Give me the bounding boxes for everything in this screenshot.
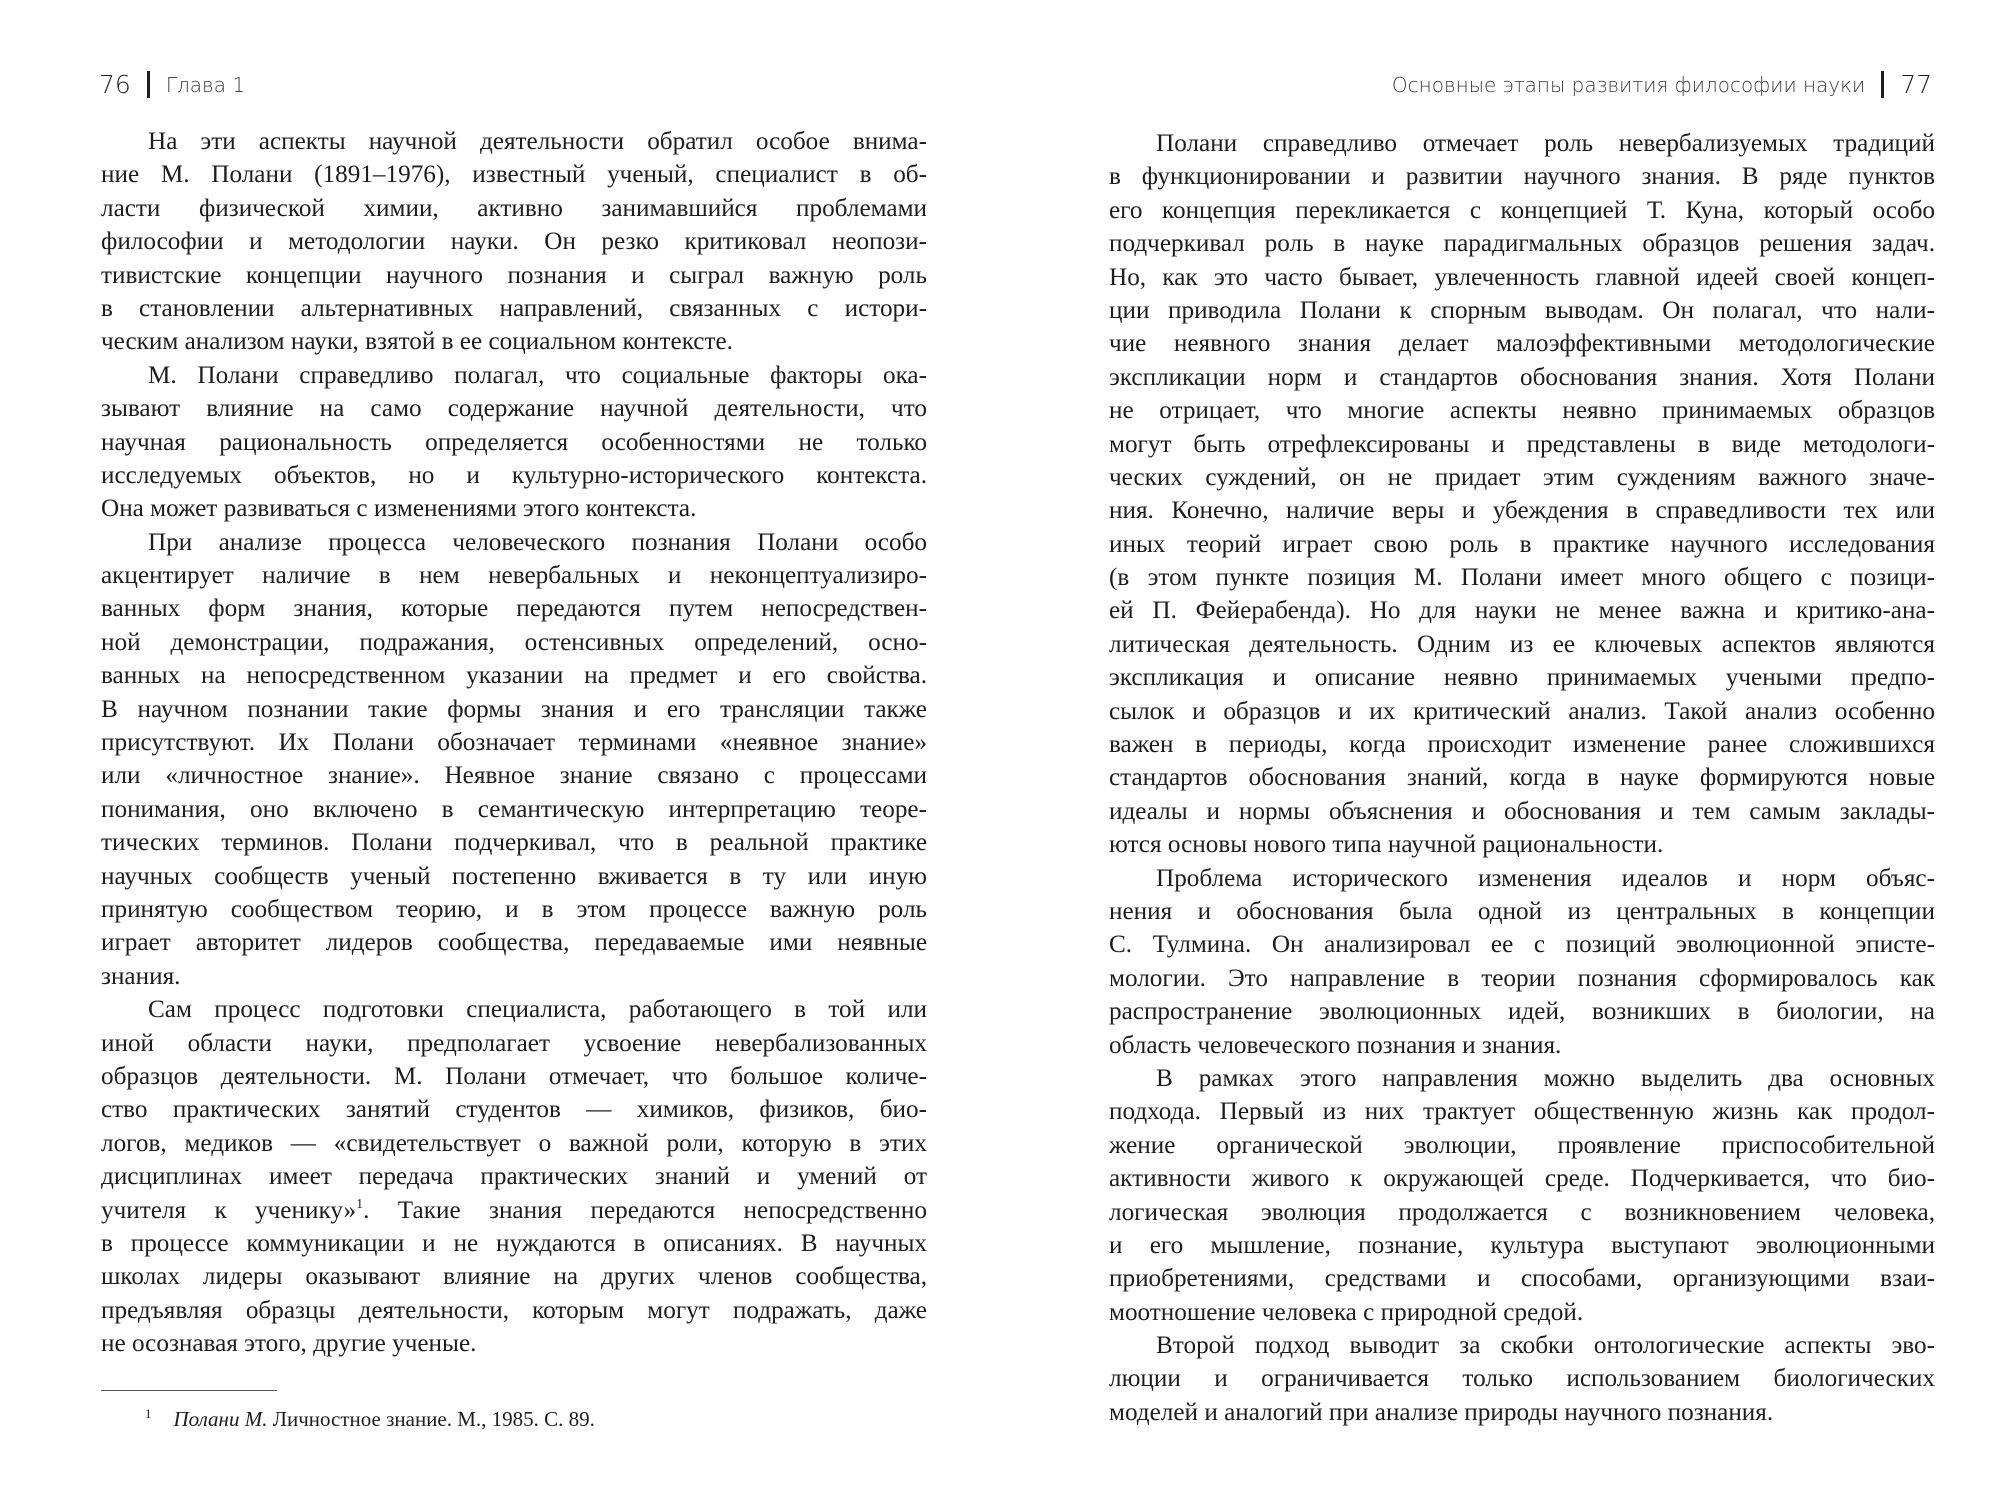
text-line: важен в периоды, когда происходит изменение ранее сложившихся	[1109, 731, 1935, 759]
text-line: ство практических занятий студентов — химиков, физиков, био-	[101, 1096, 927, 1124]
text-line: люции и ограничивается только использованием биологических	[1109, 1365, 1935, 1393]
text-line: ние М. Полани (1891–1976), известный ученый, специалист в об-	[101, 161, 927, 189]
chapter-title: Глава 1	[165, 72, 246, 97]
text-line: сылок и образцов и их критический анализ. Такой анализ особенно	[1109, 697, 1935, 725]
text-line: моотношение человека с природной средой.	[1109, 1298, 1584, 1326]
left-running-header	[99, 70, 245, 99]
text-line: и его мышление, познание, культура выступают эволюционными	[1109, 1231, 1935, 1259]
text-line: Проблема исторического изменения идеалов и норм объяс-	[1156, 864, 1935, 892]
text-line: жение органической эволюции, проявление приспособительной	[1109, 1131, 1935, 1159]
text-line: Полани справедливо отмечает роль невербализуемых традиций	[1156, 130, 1935, 157]
text-line: область человеческого познания и знания.	[1109, 1031, 1562, 1059]
text-line: зывают влияние на само содержание научной деятельности, что	[101, 395, 927, 423]
text-line: ласти физической химии, активно занимавшийся проблемами	[101, 194, 927, 222]
text-line: нения и обоснования была одной из центральных в концепции	[1109, 897, 1935, 925]
text-line: могут быть отрефлексированы и представлены в виде методологи-	[1109, 430, 1935, 458]
text-line: дисциплинах имеет передача практических знаний и умений от	[101, 1163, 927, 1191]
footnote-text: Личностное знание. М., 1985. С. 89.	[272, 1407, 595, 1431]
right-running-header	[1392, 70, 1932, 99]
section-title: Основные этапы развития философии науки	[1391, 72, 1866, 97]
text-line: В рамках этого направления можно выделить два основных	[1156, 1064, 1935, 1092]
text-line: принятую сообществом теорию, и в этом процессе важную роль	[101, 895, 927, 923]
text-line: В научном познании такие формы знания и его трансляции также	[101, 695, 927, 723]
text-line: литическая деятельность. Одним из ее ключевых аспектов являются	[1109, 630, 1935, 658]
text-line: ются основы нового типа научной рациональности.	[1109, 831, 1664, 859]
text-line: ческих суждений, он не придает этим суждениям важного значе-	[1109, 463, 1935, 491]
text-line: экспликация и описание неявно принимаемых учеными предпо-	[1109, 664, 1935, 692]
text-line: в становлении альтернативных направлений, связанных с истори-	[101, 294, 927, 322]
footnote-reference: 1	[356, 1196, 364, 1212]
text-line: школах лидеры оказывают влияние на других членов сообщества,	[101, 1263, 927, 1291]
footnote	[145, 1405, 595, 1436]
footnote-rule	[101, 1390, 277, 1391]
text-line: учителя к ученику»$^1$. Такие знания передаются непосредственно	[101, 1196, 927, 1224]
text-line: М. Полани справедливо полагал, что социальные факторы ока-	[148, 361, 927, 389]
text-line: экспликации норм и стандартов обоснования знания. Хотя Полани	[1109, 363, 1935, 391]
left-page-number: 76	[99, 70, 131, 99]
text-line: понимания, оно включено в семантическую интерпретацию теоре-	[101, 795, 927, 823]
text-line: ческим анализом науки, взятой в ее социальном контексте.	[101, 328, 733, 356]
text-line: предъявляя образцы деятельности, которым могут подражать, даже	[101, 1296, 927, 1324]
text-line: или «личностное знание». Неявное знание связано с процессами	[101, 762, 927, 790]
footnote-mark: 1	[145, 1406, 152, 1421]
header-separator	[147, 71, 150, 98]
text-line: научных сообществ ученый постепенно вживается в ту или иную	[101, 862, 927, 890]
text-line: моделей и аналогий при анализе природы научного познания.	[1109, 1398, 1774, 1426]
text-line: научная рациональность определяется особенностями не только	[101, 428, 927, 456]
text-line: ния. Конечно, наличие веры и убеждения в справедливости тех или	[1109, 497, 1935, 525]
text-line: Сам процесс подготовки специалиста, работающего в той или	[148, 996, 927, 1024]
text-line: Но, как это часто бывает, увлеченность главной идеей своей концеп-	[1109, 263, 1935, 291]
text-line: иных теорий играет свою роль в практике научного исследования	[1109, 530, 1935, 558]
text-line: его концепция перекликается с концепцией Т. Куна, который особо	[1109, 196, 1935, 224]
right-page	[1000, 0, 2000, 1489]
text-line: иной области науки, предполагает усвоение невербализованных	[101, 1029, 927, 1057]
text-line: тических терминов. Полани подчеркивал, что в реальной практике	[101, 829, 927, 857]
text-line: акцентирует наличие в нем невербальных и неконцептуализиро-	[101, 562, 927, 590]
text-line: ей П. Фейерабенда). Но для науки не менее важна и критико-ана-	[1109, 597, 1935, 625]
text-line: тивистские концепции научного познания и сыграл важную роль	[101, 261, 927, 289]
text-line: мологии. Это направление в теории познания сформировалось как	[1109, 964, 1935, 992]
right-page-number: 77	[1900, 70, 1932, 99]
right-body-text	[1109, 127, 1935, 1429]
text-line: логов, медиков — «свидетельствует о важной роли, которую в этих	[101, 1129, 927, 1157]
text-line: знания.	[101, 962, 181, 990]
text-line: не отрицает, что многие аспекты неявно принимаемых образцов	[1109, 397, 1935, 425]
text-line: приобретениями, средствами и способами, организующими взаи-	[1109, 1265, 1935, 1293]
text-line: На эти аспекты научной деятельности обратил особое внима-	[148, 128, 927, 155]
text-line: чие неявного знания делает малоэффективными методологические	[1109, 330, 1935, 358]
text-line: образцов деятельности. М. Полани отмечает, что большое количе-	[101, 1062, 927, 1090]
footnote-author: Полани М.	[173, 1407, 268, 1431]
text-line: С. Тулмина. Он анализировал ее с позиций эволюционной эписте-	[1109, 931, 1935, 959]
text-line: философии и методологии науки. Он резко критиковал неопози-	[101, 228, 927, 256]
text-line: Она может развиваться с изменениями этого контекста.	[101, 495, 697, 523]
text-line: исследуемых объектов, но и культурно-исторического контекста.	[101, 461, 927, 489]
text-line: в функционировании и развитии научного знания. В ряде пунктов	[1109, 163, 1935, 191]
text-line: ванных на непосредственном указании на предмет и его свойства.	[101, 662, 927, 690]
text-line: присутствуют. Их Полани обозначает терминами «неявное знание»	[101, 729, 927, 757]
text-line: (в этом пункте позиция М. Полани имеет много общего с позици-	[1109, 564, 1935, 592]
text-line: ции приводила Полани к спорным выводам. Он полагал, что нали-	[1109, 296, 1935, 324]
text-line: в процессе коммуникации и не нуждаются в описаниях. В научных	[101, 1229, 927, 1257]
left-body-text	[101, 125, 927, 1360]
text-line: Второй подход выводит за скобки онтологические аспекты эво-	[1156, 1332, 1935, 1360]
text-line: стандартов обоснования знаний, когда в науке формируются новые	[1109, 764, 1935, 792]
text-line: активности живого к окружающей среде. Подчеркивается, что био-	[1109, 1165, 1935, 1193]
text-line: распространение эволюционных идей, возникших в биологии, на	[1109, 998, 1935, 1026]
text-line: подчеркивал роль в науке парадигмальных образцов решения задач.	[1109, 230, 1935, 258]
header-separator	[1881, 71, 1884, 98]
text-line: ванных форм знания, которые передаются путем непосредствен-	[101, 595, 927, 623]
text-line: При анализе процесса человеческого познания Полани особо	[148, 528, 927, 556]
text-line: логическая эволюция продолжается с возникновением человека,	[1109, 1198, 1935, 1226]
text-line: идеалы и нормы объяснения и обоснования и тем самым заклады-	[1109, 797, 1935, 825]
text-line: не осознавая этого, другие ученые.	[101, 1330, 477, 1358]
text-line: играет авторитет лидеров сообщества, передаваемые ими неявные	[101, 929, 927, 957]
text-line: ной демонстрации, подражания, остенсивных определений, осно-	[101, 628, 927, 656]
text-line: подхода. Первый из них трактует общественную жизнь как продол-	[1109, 1098, 1935, 1126]
